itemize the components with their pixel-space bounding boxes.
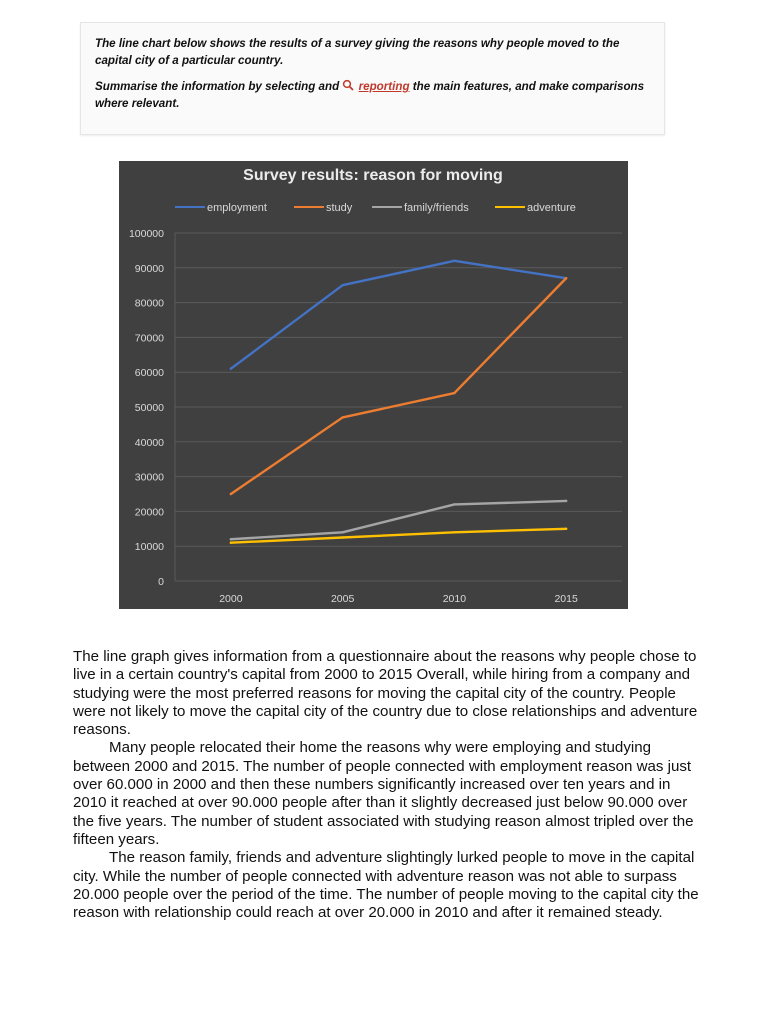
series-point-2-2 (453, 503, 455, 505)
essay-paragraph-2: Many people relocated their home the reasons why were employing and studying between 2000 and 2015. The number of people connected with employment reason was just over 60.000 in 2000 and then these numbers significantly increased over ten years and in 2010 it reached at over 90.000 people after than it slightly decreased just below 90.000 over the five years. The number of student associated with studying reason almost tripled over the fifteen years. (73, 739, 694, 848)
y-tick-label-5: 50000 (134, 402, 164, 414)
legend-label-3: adventure (527, 202, 576, 214)
magnifier-icon (342, 79, 355, 91)
x-tick-label-0: 2000 (219, 593, 243, 605)
series-line-0 (231, 261, 566, 369)
y-tick-label-9: 90000 (134, 262, 164, 275)
y-tick-label-8: 80000 (134, 297, 164, 310)
series-point-3-3 (565, 528, 567, 530)
task-prompt-box (80, 22, 665, 135)
y-tick-label-3: 30000 (134, 471, 164, 484)
essay-paragraph-3: The reason family, friends and adventure slightingly lurked people to move in the capital city. While the number of people connected with adventure reason was not able to surpass 20.000 people over the period of the time. The number of people moving to the capital city the reason with relationship could reach at over 20.000 in 2010 and after it remained steady. (73, 849, 699, 922)
reporting-link[interactable]: reporting (358, 80, 410, 93)
series-point-1-0 (230, 493, 232, 495)
series-point-0-2 (453, 260, 455, 262)
series-point-0-1 (341, 284, 343, 286)
series-point-2-3 (565, 500, 567, 502)
y-tick-label-2: 20000 (134, 506, 164, 519)
x-tick-label-1: 2005 (330, 593, 355, 605)
series-point-3-0 (230, 542, 232, 544)
chart-title: Survey results: reason for moving (243, 167, 503, 184)
y-tick-label-1: 10000 (134, 541, 164, 554)
task-prompt-line2-end: the main features, and make comparisons where relevant. (95, 80, 645, 110)
y-tick-label-6: 60000 (134, 367, 164, 380)
y-tick-label-4: 40000 (134, 436, 164, 449)
legend-label-0: employment (207, 202, 267, 214)
survey-line-chart (119, 161, 628, 609)
series-line-2 (231, 501, 566, 539)
task-prompt-line2-start: Summarise the information by selecting and (95, 80, 340, 93)
y-tick-label-7: 70000 (134, 332, 164, 345)
series-point-1-3 (565, 277, 567, 279)
y-tick-label-10: 100000 (128, 228, 164, 240)
series-point-2-0 (230, 538, 232, 540)
essay-text (73, 648, 703, 922)
y-tick-label-0: 0 (158, 576, 164, 588)
task-prompt-line2 (95, 78, 650, 112)
series-point-3-1 (341, 536, 343, 538)
task-prompt-line1: The line chart below shows the results of a survey giving the reasons why people moved to the capital city of a particular country. (95, 37, 620, 67)
essay-paragraph-1: The line graph gives information from a questionnaire about the reasons why people chose to live in a certain country's capital from 2000 to 2015 Overall, while hiring from a company and studying were the most preferred reasons for moving the capital city of the country. People were not likely to move the capital city of the country due to close relationships and adventure reasons. (73, 648, 698, 739)
series-point-1-2 (453, 392, 455, 394)
x-tick-label-2: 2010 (442, 593, 467, 605)
legend-label-2: family/friends (404, 202, 469, 214)
series-point-2-1 (341, 531, 343, 533)
legend-label-1: study (326, 202, 353, 214)
chart-svg (119, 161, 628, 609)
series-line-1 (231, 278, 566, 494)
series-point-1-1 (341, 416, 343, 418)
series-point-3-2 (453, 531, 455, 533)
series-point-0-0 (230, 368, 232, 370)
x-tick-label-3: 2015 (554, 593, 578, 605)
